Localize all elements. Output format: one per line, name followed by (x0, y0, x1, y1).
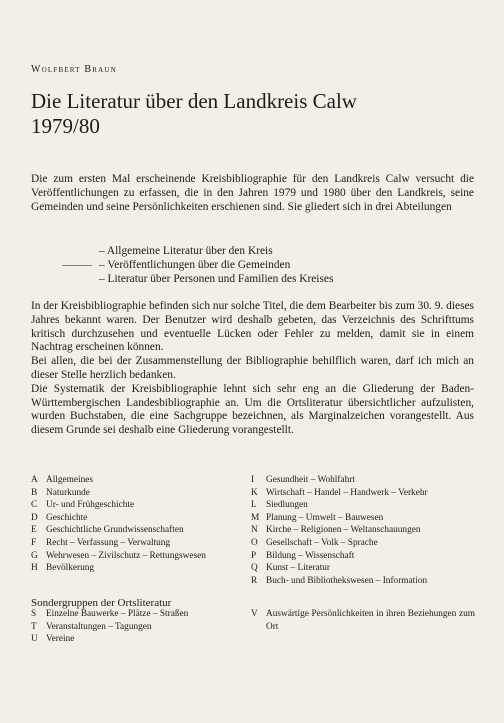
division-item: – Veröffentlichungen über die Gemeinden (99, 258, 291, 271)
category-key: A (31, 475, 38, 485)
category-label: Siedlungen (266, 500, 308, 511)
category-label: Geschichtliche Grundwissenschaften (46, 525, 184, 536)
category-key: N (251, 525, 258, 536)
category-item (31, 524, 206, 537)
category-item (251, 562, 428, 575)
category-label: Ur- und Frühgeschichte (46, 500, 135, 511)
category-key: K (251, 487, 258, 498)
category-key: V (251, 609, 258, 619)
category-label: Einzelne Bauwerke – Plätze – Straßen (46, 609, 189, 619)
category-key: E (31, 525, 37, 536)
category-item (251, 499, 428, 512)
pencil-mark (62, 265, 92, 266)
category-key: P (251, 550, 257, 561)
category-key: M (251, 512, 260, 523)
category-item (251, 575, 428, 588)
category-item (31, 499, 206, 512)
category-key: O (251, 537, 258, 548)
category-item (31, 550, 206, 563)
category-item (31, 474, 206, 487)
category-item (251, 524, 428, 537)
category-label: Gesellschaft – Volk – Sprache (266, 537, 378, 548)
category-label: Vereine (46, 634, 75, 645)
category-key: D (31, 512, 38, 523)
category-label: Recht – Verfassung – Verwaltung (46, 537, 171, 548)
category-label: Bildung – Wissenschaft (266, 550, 355, 561)
category-label: Veranstaltungen – Tagungen (46, 621, 152, 632)
sondergruppen-item-v (251, 608, 475, 633)
category-key: B (31, 487, 38, 498)
category-key: S (31, 609, 37, 619)
category-key: F (31, 537, 37, 548)
category-key: T (31, 621, 37, 632)
category-label: Planung – Umwelt – Bauwesen (266, 512, 384, 523)
intro-paragraph: Die zum ersten Mal erscheinende Kreisbibliographie für den Landkreis Calw versucht die Veröffentlichungen zu erfassen, die in den Jahren 1979 und 1980 über den Landkreis, seine Gemeinden und seine Persönlichkeiten erschienen sind. Sie gliedert sich in drei Abteilungen (31, 173, 474, 213)
category-item (31, 608, 188, 621)
body-text (31, 300, 474, 438)
category-label: Auswärtige Persönlichkeiten in ihren Beziehungen zum Ort (266, 609, 475, 632)
category-item (31, 633, 188, 646)
category-label: Wirtschaft – Handel – Handwerk – Verkehr (266, 487, 428, 498)
paragraph: Die Systematik der Kreisbibliographie lehnt sich sehr eng an die Gliederung der Baden-Württembergischen Landesbibliographie an. Um die Ortsliteratur übersichtlicher aufzulisten, wurden Buchstaben, die eine Sachgruppe bezeichnen, als Marginalzeichen vorangestellt. Aus diesem Grunde sei deshalb eine Gliederung vorangestellt. (31, 382, 474, 437)
sondergruppen-list (31, 608, 188, 646)
category-label: Kirche – Religionen – Weltanschauungen (266, 525, 421, 536)
category-item (31, 487, 206, 500)
category-list-left (31, 474, 206, 575)
category-label: Gesundheit – Wohlfahrt (266, 475, 355, 485)
category-item (251, 537, 428, 550)
category-label: Geschichte (46, 512, 88, 523)
category-label: Allgemeines (46, 475, 93, 485)
category-item (251, 550, 428, 563)
sondergruppen-heading: Sondergruppen der Ortsliteratur (31, 597, 172, 609)
category-item (31, 537, 206, 550)
category-key: R (251, 575, 258, 586)
category-label: Kunst – Literatur (266, 563, 331, 574)
category-key: L (251, 500, 257, 511)
category-key: Q (251, 563, 258, 574)
category-label: Bevölkerung (46, 563, 95, 574)
division-item: – Allgemeine Literatur über den Kreis (99, 245, 273, 257)
page-title (31, 89, 471, 139)
category-list-right (251, 474, 428, 587)
paragraph: In der Kreisbibliographie befinden sich nur solche Titel, die dem Bearbeiter bis zum 30. 9. dieses Jahres bekannt waren. Der Benutzer wird deshalb gebeten, das Verzeichnis des Schrifttums kritisch durchzusehen und eventuelle Lücken oder Fehler zu melden, damit sie in einem Nachtrag erscheinen können. (31, 300, 474, 354)
category-key: G (31, 550, 38, 561)
category-label: Naturkunde (46, 487, 90, 498)
category-key: C (31, 500, 38, 511)
category-item (31, 562, 206, 575)
category-label: Wehrwesen – Zivilschutz – Rettungswesen (46, 550, 206, 561)
author-name: Wolfbert Braun (31, 64, 117, 75)
category-item (251, 512, 428, 525)
paragraph: Bei allen, die bei der Zusammenstellung der Bibliographie behilflich waren, darf ich mich an dieser Stelle herzlich bedanken. (31, 355, 474, 381)
division-list (99, 245, 333, 286)
title-line-2: 1979/80 (31, 114, 100, 138)
category-key: H (31, 563, 38, 574)
category-item (31, 512, 206, 525)
category-key: I (251, 475, 255, 485)
category-key: U (31, 634, 38, 645)
title-line-1: Die Literatur über den Landkreis Calw (31, 89, 357, 113)
category-item (251, 487, 428, 500)
category-label: Buch- und Bibliothekswesen – Information (266, 575, 428, 586)
category-item (251, 474, 428, 487)
category-item (31, 621, 188, 634)
division-item: – Literatur über Personen und Familien des Kreises (99, 272, 334, 285)
